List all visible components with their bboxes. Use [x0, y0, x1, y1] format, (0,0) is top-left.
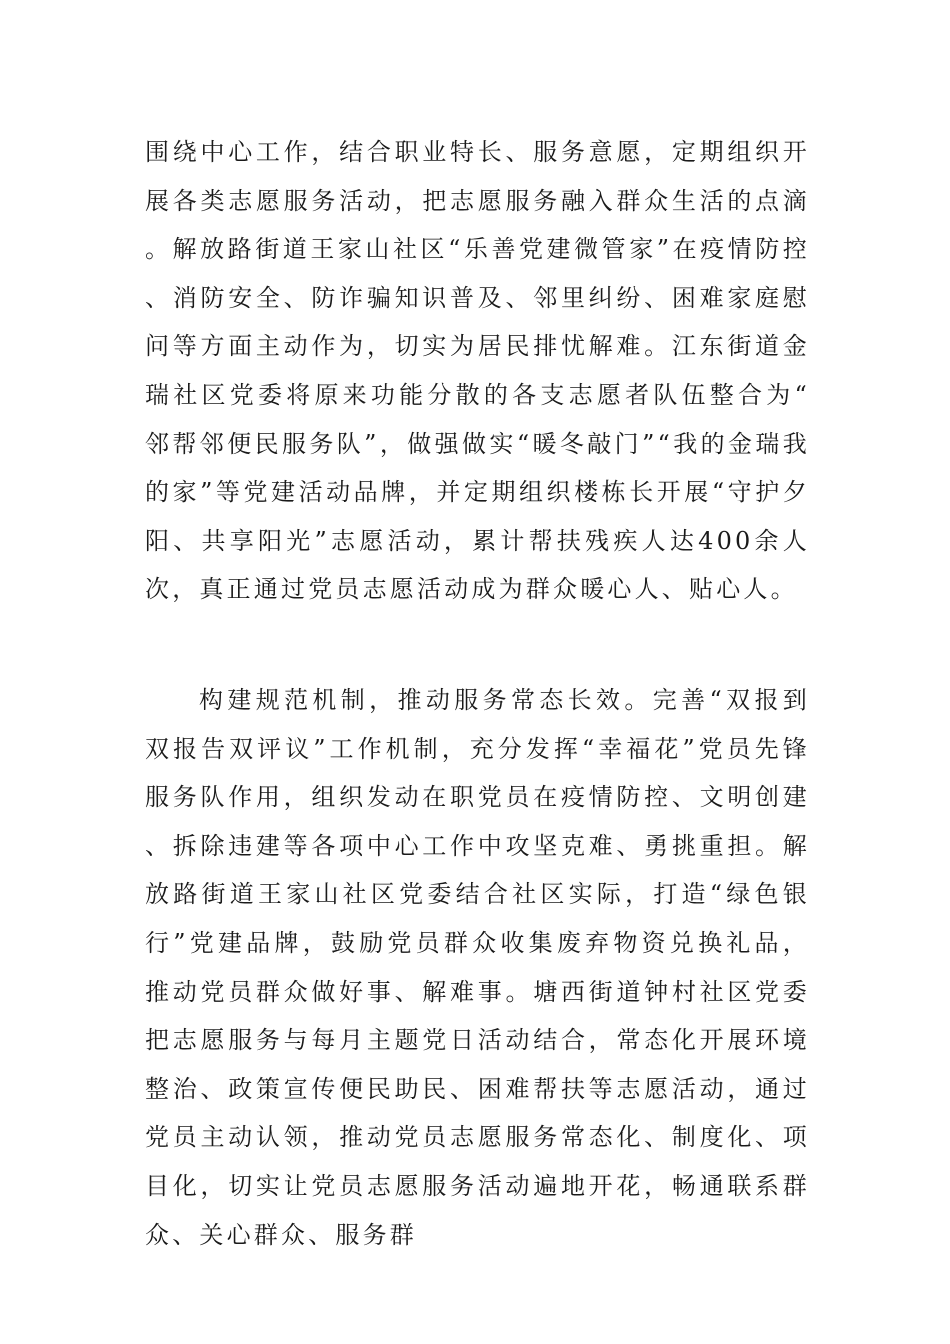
body-paragraph-2: 构建规范机制，推动服务常态长效。完善“双报到双报告双评议”工作机制，充分发挥“幸福花”党员先锋服务队作用，组织发动在职党员在疫情防控、文明创建、拆除违建等各项中心工作中攻坚克难、勇挑重担。解放路街道王家山社区党委结合社区实际，打造“绿色银行”党建品牌，鼓励党员群众收集废弃物资兑换礼品，推动党员群众做好事、解难事。塘西街道钟村社区党委把志愿服务与每月主题党日活动结合，常态化开展环境整治、政策宣传便民助民、困难帮扶等志愿活动，通过党员主动认领，推动党员志愿服务常态化、制度化、项目化，切实让党员志愿服务活动遍地开花，畅通联系群众、关心群众、服务群 [145, 686, 810, 1249]
body-paragraph-1: 围绕中心工作，结合职业特长、服务意愿，定期组织开展各类志愿服务活动，把志愿服务融入群众生活的点滴。解放路街道王家山社区“乐善党建微管家”在疫情防控、消防安全、防诈骗知识普及、邻里纠纷、困难家庭慰问等方面主动作为，切实为居民排忧解难。江东街道金瑞社区党委将原来功能分散的各支志愿者队伍整合为“邻帮邻便民服务队”，做强做实“暖冬敲门”“我的金瑞我的家”等党建活动品牌，并定期组织楼栋长开展“守护夕阳、共享阳光”志愿活动，累计帮扶残疾人达400余人次，真正通过党员志愿活动成为群众暖心人、贴心人。 [145, 138, 810, 604]
